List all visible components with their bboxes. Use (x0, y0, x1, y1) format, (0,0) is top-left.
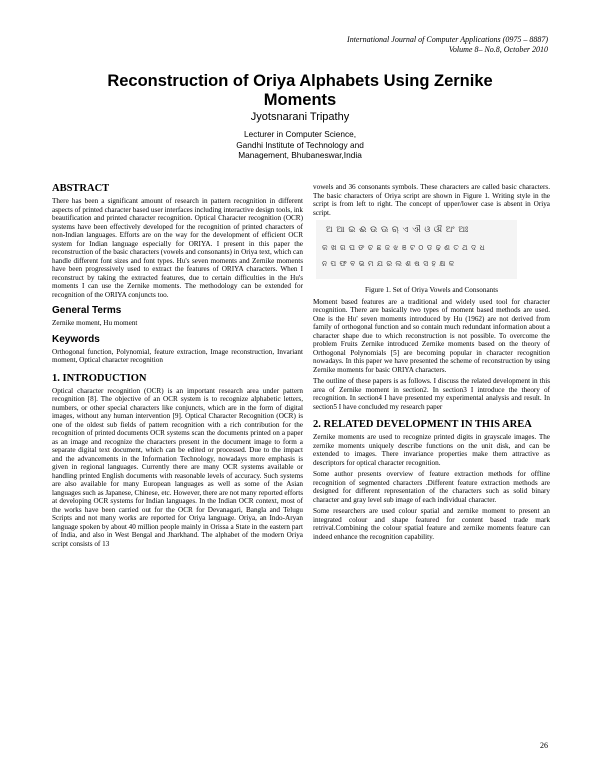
keywords-text: Orthogonal function, Polynomial, feature extraction, Image reconstruction, Invariant moment, Optical character recognition (52, 347, 303, 364)
consonants-row-1: କ ଖ ଗ ଘ ଙ ଚ ଛ ଜ ଝ ଞ ଟ ଠ ଡ ଢ ଣ ତ ଥ ଦ ଧ (322, 243, 486, 252)
title-line-1: Reconstruction of Oriya Alphabets Using Zernike (107, 72, 493, 90)
keywords-heading: Keywords (52, 333, 100, 345)
journal-volume: Volume 8– No.8, October 2010 (448, 45, 548, 54)
left-column (52, 183, 303, 551)
general-terms-heading: General Terms (52, 305, 122, 316)
intro-text: Optical character recognition (OCR) is an important research area under pattern recognition [8]. The objective of an OCR system is to recognize alphabetic letters, numbers, or other special characters like conjuncts, which are in the form of digital images, without any human intervention [9]. Optical Character Recognition (OCR) is one of the oldest sub fields of pattern recognition with a rich contribution for the recognition of printed documents OCR systems scan the documents printed on a paper as an image and recognize the characters present in the document image to form a separate digital text document, which can be edited or processed. Due to the impact and the advancements in the Information Technology, nowadays more emphasis is given in regional languages. Currently there are many OCR systems available or handling printed English documents with reasonable levels of accuracy. Such systems are also available for many European languages as well as some of the Asian languages such as Japanese, Chinese, etc. However, there are not many reported efforts at developing OCR systems for Indian languages. In the Indian OCR context, most of the works have been carried out for the OCR for Devanagari, Bangla and Telugu Scripts and not many works are reported for Oriya language. Oriya, an Indo-Aryan language spoken by about 40 million people mainly in Orissa a State in the eastern part of India, and also in West Bengal and Jharkhand. The alphabet of the modern Oriya script consists of 13 (52, 386, 303, 548)
affiliation-line-3: Management, Bhubaneswar,India (238, 150, 362, 160)
general-terms-text: Zernike moment, Hu moment (52, 319, 138, 327)
author-name: Jyotsnarani Tripathy (250, 111, 350, 123)
paper-title (60, 72, 540, 110)
figure-1 (313, 220, 550, 282)
right-column (313, 183, 550, 544)
intro-heading: 1. INTRODUCTION (52, 372, 147, 384)
oriya-alphabet-image (316, 220, 517, 279)
script-intro-paragraph: vowels and 36 consonants symbols. These characters are called basic characters. The basic characters of Oriya script are shown in Figure 1. Writing style in the script is from left to right. The concept of upper/lower case is absent in Oriya script. (313, 183, 550, 217)
moments-paragraph: Moment based features are a traditional and widely used tool for character recognition. There are basically two types of moment based methods are used. One is the Hu' seven moments introduced by Hu (1962) are not derived from family of orthogonal function and so contain much redundant information about a character shape due to which reconstruction is not possible. To overcome the problem Fruits Zernike introduced Zernike moments based on the theory of Orthogonal Polynomials [5] are becoming popular in character recognition nowadays. In this paper we have presented the scheme of reconstruction by using Zernike moments for basic ORIYA characters. (313, 297, 550, 374)
author-affiliation (150, 129, 450, 161)
figure-caption: Figure 1. Set of Oriya Vowels and Consonants (364, 286, 499, 294)
page-number: 26 (540, 741, 548, 750)
consonants-row-2: ନ ପ ଫ ବ ଭ ମ ଯ ର ଲ ଶ ଷ ସ ହ କ୍ଷ ଳ (322, 259, 455, 268)
title-line-2: Moments (263, 91, 337, 109)
journal-header (347, 35, 548, 55)
outline-paragraph: The outline of these papers is as follows. I discuss the related development in this area of Zernike moment in section2. In section3 I introduce the theory of recognition. In section4 I have presented my experimental analysis and result. In section5 I have concluded my research paper (313, 377, 550, 411)
section-2-paragraph-3: Some researchers are used colour spatial and zernike moment to present an integrated colour and shape featured for content based trade mark retrival.Combining the colour spatial feature and zernike moments feature can indeed enhance the recognition capability. (313, 507, 550, 541)
section-2-heading: 2. RELATED DEVELOPMENT IN THIS AREA (313, 419, 532, 430)
journal-name: International Journal of Computer Applications (0975 – 8887) (347, 35, 548, 44)
section-2-paragraph-1: Zernike moments are used to recognize printed digits in grayscale images. The zernike moments uniquely describe functions on the unit disk, and can be extended to images. There invariance properties make them attractive as descriptors for optical character recognition. (313, 433, 550, 467)
vowels-row: ଅ ଆ ଇ ଈ ଉ ଊ ଋ ଏ ଐ ଓ ଔ ଅଂ ଅଃ (326, 225, 469, 235)
section-2-paragraph-2: Some author presents overview of feature extraction methods for offline recognition of segmented characters .Different feature extraction methods are designed for different representation of the characters such as solid binary character and gray level sub image of each individual character. (313, 470, 550, 504)
affiliation-line-1: Lecturer in Computer Science, (243, 129, 357, 139)
affiliation-line-2: Gandhi Institute of Technology and (236, 139, 364, 150)
abstract-heading: ABSTRACT (52, 183, 110, 194)
abstract-text: There has been a significant amount of research in pattern recognition in different aspects of printed character based user interfaces including interactive design tools, ink beautification and printed character recognition. Optical Character recognition (OCR) systems have been effectively developed for the recognition of printed characters of non-Indian languages. Efforts are on the way for the development of efficient OCR system for Indian language especially for ORIYA. I present in this paper the reconstruction of the basic characters (vowels and consonants) in Oriya text, which can handle different font sizes and font types. Hu's seven moments and Zernike moments have been progressively used to extract the features of ORIYA characters. When I reconstruct by taking the extracted features, due to certain difficulties in the Hu's moments I can use the Zernike moments. The methodology can be extended for recognition of the ORIYA conjuncts too. (52, 197, 303, 299)
